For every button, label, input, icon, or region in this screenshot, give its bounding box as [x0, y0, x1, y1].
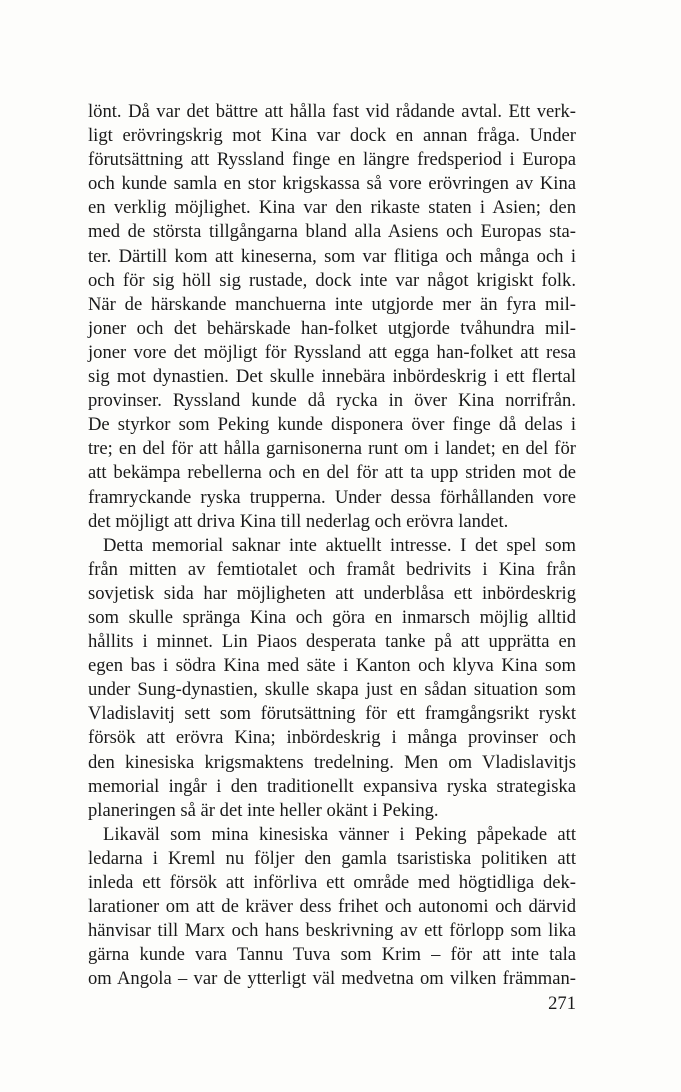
text-line: Likaväl som mina kinesiska vänner i Peking påpekade att	[103, 823, 576, 845]
text-line: sig mot dynastien. Det skulle innebära inbördeskrig i ett flertal	[88, 366, 576, 388]
text-line: ledarna i Kreml nu följer den gamla tsaristiska politiken att	[88, 847, 576, 869]
text-line: sovjetisk sida har möjligheten att underblåsa ett inbördeskrig	[88, 582, 576, 604]
text-line: det möjligt att driva Kina till nederlag och erövra landet.	[88, 510, 509, 532]
text-line: ter. Därtill kom att kineserna, som var flitiga och många och i	[88, 245, 576, 267]
text-line: provinser. Ryssland kunde då rycka in över Kina norrifrån.	[88, 390, 576, 412]
paragraph-3	[88, 823, 576, 992]
text-line: memorial ingår i den traditionellt expansiva ryska strategiska	[88, 775, 576, 797]
text-line: joner vore det möjligt för Ryssland att egga han-folket att resa	[88, 341, 576, 363]
text-line: från mitten av femtiotalet och framåt bedrivits i Kina från	[88, 558, 576, 580]
text-line: hänvisar till Marx och hans beskrivning av ett förlopp som lika	[88, 920, 576, 942]
body-text	[88, 100, 576, 991]
text-line: försök att erövra Kina; inbördeskrig i många provinser och	[88, 727, 576, 749]
page-number: 271	[548, 993, 576, 1014]
text-line: hållits i minnet. Lin Piaos desperata tanke på att upprätta en	[88, 631, 576, 653]
text-line: om Angola – var de ytterligt väl medvetna om vilken främman-	[88, 968, 576, 990]
text-line: med de största tillgångarna bland alla Asiens och Europas sta-	[88, 221, 576, 243]
text-line: lönt. Då var det bättre att hålla fast vid rådande avtal. Ett verk-	[88, 101, 576, 122]
text-line: Vladislavitj sett som förutsättning för ett framgångsrikt ryskt	[88, 703, 576, 725]
text-line: ligt erövringskrig mot Kina var dock en annan fråga. Under	[88, 125, 576, 147]
text-line: den kinesiska krigsmaktens tredelning. Men om Vladislavitjs	[88, 751, 576, 773]
text-line: förutsättning att Ryssland finge en längre fredsperiod i Europa	[88, 149, 576, 171]
text-line: inleda ett försök att införliva ett område med högtidliga dek-	[88, 872, 576, 893]
text-line: under Sung-dynastien, skulle skapa just en sådan situation som	[88, 679, 576, 701]
text-line: När de härskande manchuerna inte utgjorde mer än fyra mil-	[88, 293, 576, 315]
paragraph-1	[88, 100, 576, 534]
text-line: som skulle spränga Kina och göra en inmarsch möjlig alltid	[88, 606, 576, 628]
paragraph-2	[88, 534, 576, 823]
text-line: framryckande ryska trupperna. Under dessa förhållanden vore	[88, 486, 576, 508]
text-line: och kunde samla en stor krigskassa så vore erövringen av Kina	[88, 173, 576, 195]
text-line: att bekämpa rebellerna och en del för att ta upp striden mot de	[88, 462, 576, 484]
text-line: larationer om att de kräver dess frihet och autonomi och därvid	[88, 896, 576, 918]
text-line: egen bas i södra Kina med säte i Kanton och klyva Kina som	[88, 655, 576, 677]
text-line: gärna kunde vara Tannu Tuva som Krim – för att inte tala	[88, 944, 576, 966]
text-line: joner och det behärskade han-folket utgjorde tvåhundra mil-	[88, 317, 576, 339]
text-line: De styrkor som Peking kunde disponera över finge då delas i	[88, 414, 576, 436]
text-line: och för sig höll sig rustade, dock inte var något krigiskt folk.	[88, 269, 576, 291]
text-line: planeringen så är det inte heller okänt i Peking.	[88, 799, 439, 821]
text-line: en verklig möjlighet. Kina var den rikaste staten i Asien; den	[88, 197, 576, 219]
text-line: tre; en del för att hålla garnisonerna runt om i landet; en del för	[88, 438, 576, 460]
text-line: Detta memorial saknar inte aktuellt intresse. I det spel som	[103, 534, 576, 556]
